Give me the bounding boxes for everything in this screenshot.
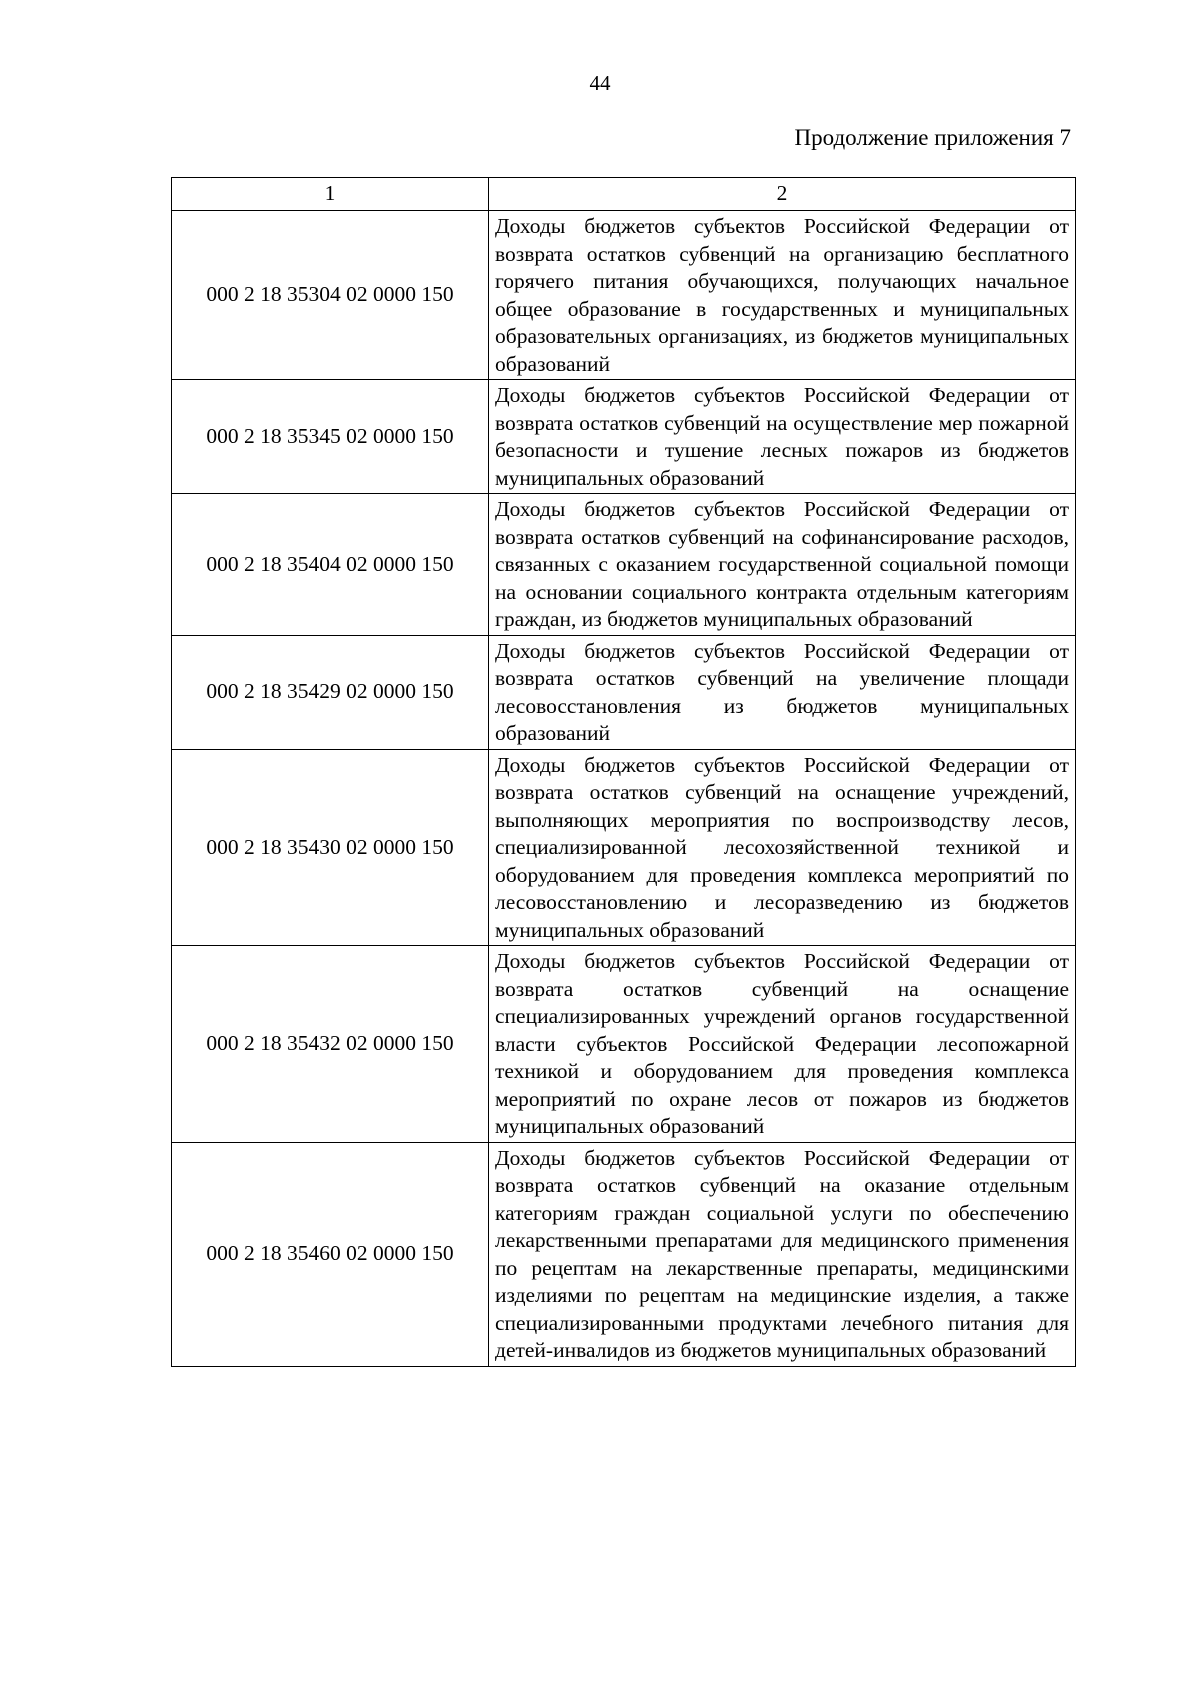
table-row <box>172 635 1076 749</box>
budget-code-cell: 000 2 18 35429 02 0000 150 <box>172 635 489 749</box>
table-header-row <box>172 178 1076 211</box>
budget-code-cell: 000 2 18 35460 02 0000 150 <box>172 1142 489 1366</box>
page-number: 44 <box>589 71 611 95</box>
budget-codes-table <box>171 177 1076 1367</box>
appendix-continuation-heading: Продолжение приложения 7 <box>794 125 1071 150</box>
income-description-cell: Доходы бюджетов субъектов Российской Федерации от возврата остатков субвенций на оснащение учреждений, выполняющих мероприятия по воспроизводству лесов, специализированной лесохозяйственной техникой и оборудованием для проведения комплекса мероприятий по лесовосстановлению и лесоразведению из бюджетов муниципальных образований <box>489 749 1076 946</box>
budget-code-cell: 000 2 18 35404 02 0000 150 <box>172 494 489 636</box>
table-row <box>172 1142 1076 1366</box>
column-header-description: 2 <box>489 178 1076 211</box>
income-description-cell: Доходы бюджетов субъектов Российской Федерации от возврата остатков субвенций на оказание отдельным категориям граждан социальной услуги по обеспечению лекарственными препаратами для медицинского применения по рецептам на лекарственные препараты, медицинскими изделиями по рецептам на медицинские изделия, а также специализированными продуктами лечебного питания для детей-инвалидов из бюджетов муниципальных образований <box>489 1142 1076 1366</box>
budget-code-cell: 000 2 18 35345 02 0000 150 <box>172 380 489 494</box>
income-description-cell: Доходы бюджетов субъектов Российской Федерации от возврата остатков субвенций на увеличение площади лесовосстановления из бюджетов муниципальных образований <box>489 635 1076 749</box>
income-description-cell: Доходы бюджетов субъектов Российской Федерации от возврата остатков субвенций на софинансирование расходов, связанных с оказанием государственной социальной помощи на основании социального контракта отдельным категориям граждан, из бюджетов муниципальных образований <box>489 494 1076 636</box>
column-header-code: 1 <box>172 178 489 211</box>
table-row <box>172 946 1076 1143</box>
table-row <box>172 749 1076 946</box>
income-description-cell: Доходы бюджетов субъектов Российской Федерации от возврата остатков субвенций на организацию бесплатного горячего питания обучающихся, получающих начальное общее образование в государственных и муниципальных образовательных организациях, из бюджетов муниципальных образований <box>489 211 1076 380</box>
budget-code-cell: 000 2 18 35432 02 0000 150 <box>172 946 489 1143</box>
table-row <box>172 380 1076 494</box>
budget-code-cell: 000 2 18 35304 02 0000 150 <box>172 211 489 380</box>
budget-code-cell: 000 2 18 35430 02 0000 150 <box>172 749 489 946</box>
income-description-cell: Доходы бюджетов субъектов Российской Федерации от возврата остатков субвенций на осуществление мер пожарной безопасности и тушение лесных пожаров из бюджетов муниципальных образований <box>489 380 1076 494</box>
income-description-cell: Доходы бюджетов субъектов Российской Федерации от возврата остатков субвенций на оснащение специализированных учреждений органов государственной власти субъектов Российской Федерации лесопожарной техникой и оборудованием для проведения комплекса мероприятий по охране лесов от пожаров из бюджетов муниципальных образований <box>489 946 1076 1143</box>
table-row <box>172 494 1076 636</box>
table-row <box>172 211 1076 380</box>
